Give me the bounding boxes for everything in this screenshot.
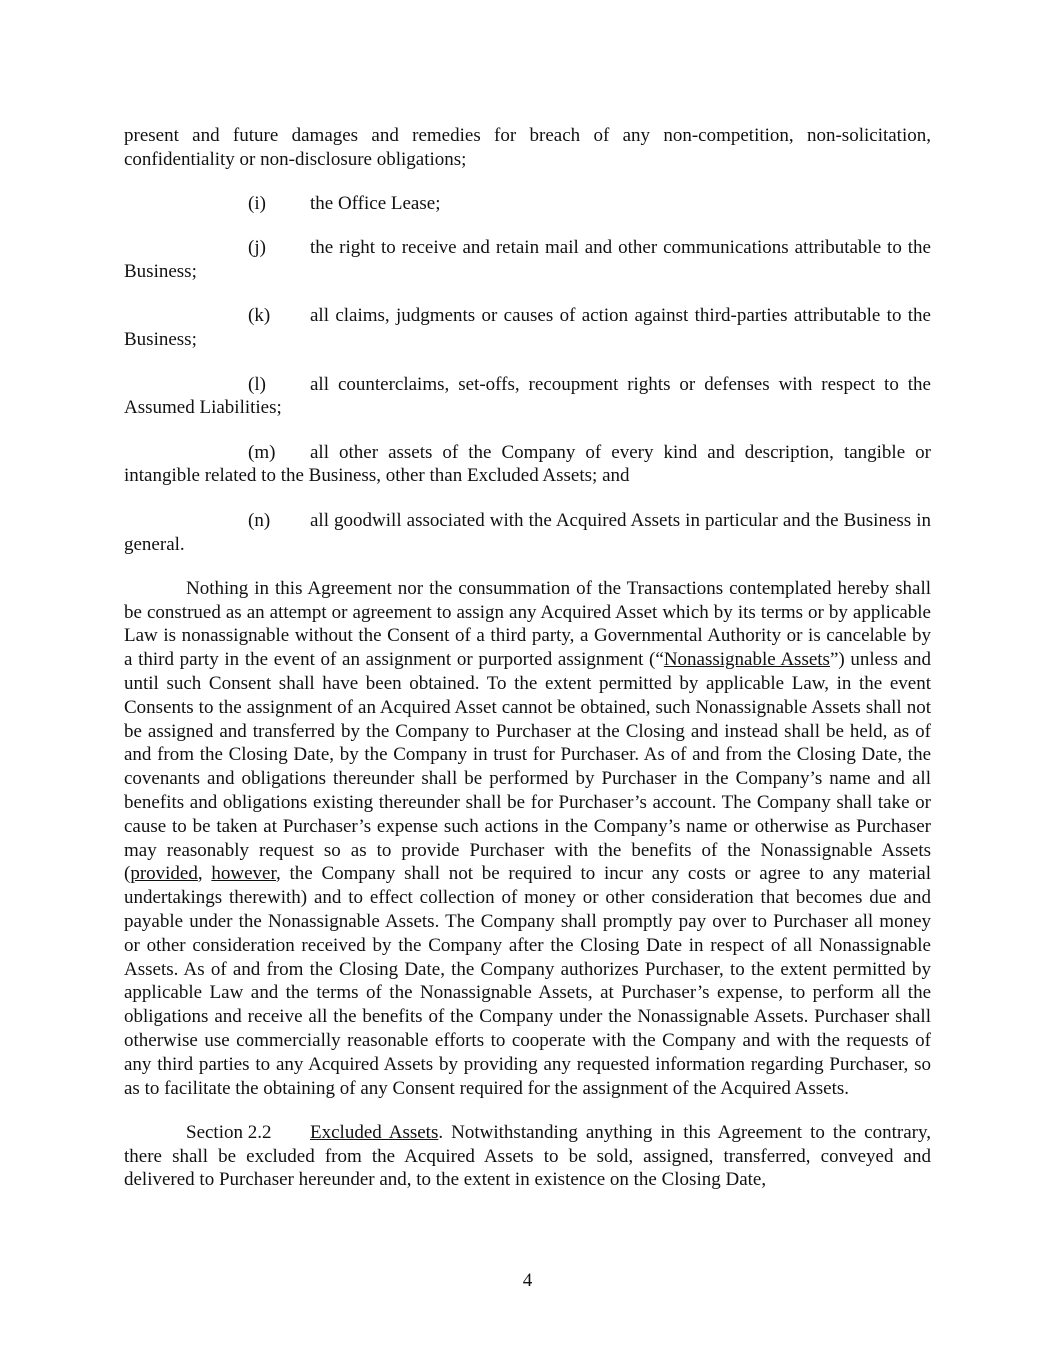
however-term: however [211, 863, 277, 885]
item-number: (i) [248, 193, 266, 215]
item-text: all goodwill associated with the Acquired Assets in particular and the Business in general. [124, 509, 931, 555]
item-text: all other assets of the Company of every kind and description, tangible or intangible related to the Business, other than Excluded Assets; and [124, 441, 931, 487]
paragraph-text: ”) unless and until such Consent shall have been obtained. To the extent permitted by applicable Law, in the event Consents to the assignment of an Acquired Asset cannot be obtained, such Nonassignable Assets shall not be assigned and transferred by the Company to Purchaser at the Closing and instead shall be held, as of and from the Closing Date, by the Company in trust for Purchaser. As of and from the Closing Date, the covenants and obligations thereunder shall be performed by Purchaser in the Company’s name and all benefits and obligations existing thereunder shall be for Purchaser’s account. The Company shall take or cause to be taken at Purchaser’s expense such actions in the Company’s name or otherwise as Purchaser may reasonably request so as to provide Purchaser with the benefits of the Nonassignable Assets ( [124, 649, 932, 885]
section-number: Section 2.2 [186, 1121, 272, 1143]
list-item [124, 441, 931, 489]
paragraph-text: , the Company shall not be required to incur any costs or agree to any material undertakings therewith) and to effect collection of money or other consideration that becomes due and payable under the Nonassignable Assets. The Company shall promptly pay over to Purchaser all money or other consideration received by the Company after the Closing Date in respect of all Nonassignable Assets. As of and from the Closing Date, the Company authorizes Purchaser, to the extent permitted by applicable Law and the terms of the Nonassignable Assets, at Purchaser’s expense, to perform all the obligations and receive all the benefits of the Company under the Nonassignable Assets. Purchaser shall otherwise use commercially reasonable efforts to cooperate with the Company and with the requests of any third parties to any Acquired Assets by providing any requested information regarding Purchaser, so as to facilitate the obtaining of any Consent required for the assignment of the Acquired Assets. [124, 863, 932, 1099]
list-item [124, 373, 931, 421]
item-text: all counterclaims, set-offs, recoupment rights or defenses with respect to the Assumed Liabilities; [124, 373, 931, 419]
list-item [124, 304, 931, 352]
list-item [124, 236, 931, 284]
item-number: (m) [248, 441, 276, 463]
section-text: . Notwithstanding anything in this Agreement to the contrary, there shall be excluded from the Acquired Assets to be sold, assigned, transferred, conveyed and delivered to Purchaser hereunder and, to the extent in existence on the Closing Date, [124, 1121, 931, 1191]
item-text: the right to receive and retain mail and other communications attributable to the Business; [124, 237, 931, 283]
item-number: (j) [248, 237, 266, 259]
provided-term: provided [130, 863, 198, 885]
list-item [124, 509, 931, 557]
item-number: (n) [248, 509, 271, 531]
item-text: all claims, judgments or causes of action against third-parties attributable to the Business; [124, 305, 931, 351]
document-page [124, 124, 931, 1192]
defined-term: Nonassignable Assets [663, 649, 830, 671]
section-heading: Excluded Assets [310, 1121, 439, 1143]
section-2-2-paragraph [124, 1121, 931, 1192]
intro-paragraph: present and future damages and remedies for breach of any non-competition, non-solicitation, confidentiality or non-disclosure obligations; [124, 125, 931, 170]
item-number: (l) [248, 373, 266, 395]
nonassignable-paragraph [124, 577, 931, 1101]
paragraph-text: , [197, 863, 212, 885]
item-text: the Office Lease; [310, 193, 441, 215]
paragraph-text: Nothing in this Agreement nor the consummation of the Transactions contemplated hereby shall be construed as an attempt or agreement to assign any Acquired Asset which by its terms or by applicable Law is nonassignable without the Consent of a third party, a Governmental Authority or is cancelable by a third party in the event of an assignment or purported assignment (“ [124, 577, 931, 671]
item-number: (k) [248, 305, 271, 327]
page-number: 4 [522, 1270, 533, 1291]
list-item [124, 192, 931, 216]
